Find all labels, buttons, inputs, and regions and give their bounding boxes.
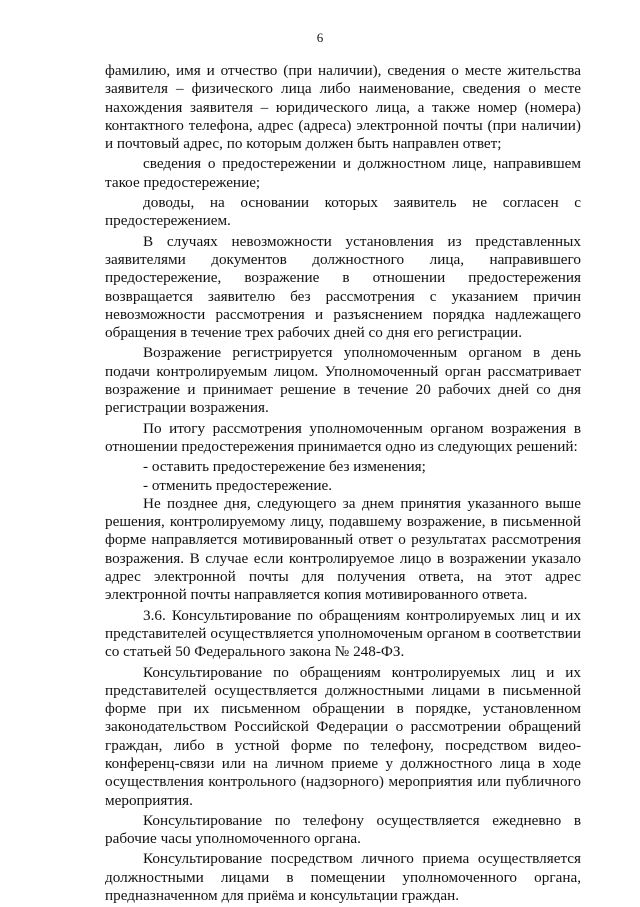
paragraph-personal-consulting: Консультирование посредством личного приема осуществляется должностными лицами в помещении уполномоченного органа, предназначенном для приёма и консультации граждан. [105,850,581,905]
paragraph-arguments: доводы, на основании которых заявитель не согласен с предостережением. [105,194,581,230]
page-number: 6 [316,30,324,45]
paragraph-registration: Возражение регистрируется уполномоченным органом в день подачи контролируемым лицом. Уполномоченный орган рассматривает возражение и принимает решение в течение 20 рабочих дней со дня регистрации возражения. [105,344,581,417]
paragraph-response: Не позднее дня, следующего за днем принятия указанного выше решения, контролируемому лицу, подавшему возражение, в письменной форме направляется мотивированный ответ о результатах рассмотрения возражения. В случае если контролируемое лицо в возражении указало адрес электронной почты для получения ответа, на этот адрес электронной почты направляется копия мотивированного ответа. [105,494,581,604]
document-body [105,62,581,907]
paragraph-return-objection: В случаях невозможности установления из представленных заявителями документов должностного лица, направившего предостережение, возражение в отношении предостережения возвращается заявителю без рассмотрения с указанием причин невозможности рассмотрения и разъяснением порядка надлежащего обращения в течение трех рабочих дней со дня его регистрации. [105,232,581,342]
paragraph-consulting-forms: Консультирование по обращениям контролируемых лиц и их представителей осуществляется должностными лицами в письменной форме при их письменном обращении в порядке, установленном законодательством Российской Федерации о рассмотрении обращений граждан, либо в устной форме по телефону, посредством видео-конференц-связи или на личном приеме у должностного лица в ходе осуществления контрольного (надзорного) мероприятия или публичного мероприятия. [105,663,581,809]
paragraph-decision-options: По итогу рассмотрения уполномоченным органом возражения в отношении предостережения принимается одно из следующих решений: [105,419,581,455]
list-item-cancel-warning: - отменить предостережение. [143,476,333,494]
list-item-keep-warning: - оставить предостережение без изменения; [143,458,426,476]
paragraph-warning-info: сведения о предостережении и должностном лице, направившем такое предостережение; [105,155,581,191]
paragraph-phone-consulting: Консультирование по телефону осуществляется ежедневно в рабочие часы уполномоченного органа. [105,811,581,848]
paragraph-section-3-6: 3.6. Консультирование по обращениям контролируемых лиц и их представителей осуществляется уполномоченым органом в соответствии со статьей 50 Федерального закона № 248-ФЗ. [105,606,581,661]
paragraph-applicant-details: фамилию, имя и отчество (при наличии), сведения о месте жительства заявителя – физического лица либо наименование, сведения о месте нахождения заявителя – юридического лица, а также номер (номера) контактного телефона, адрес (адреса) электронной почты (при наличии) и почтовый адрес, по которым должен быть направлен ответ; [105,62,581,153]
